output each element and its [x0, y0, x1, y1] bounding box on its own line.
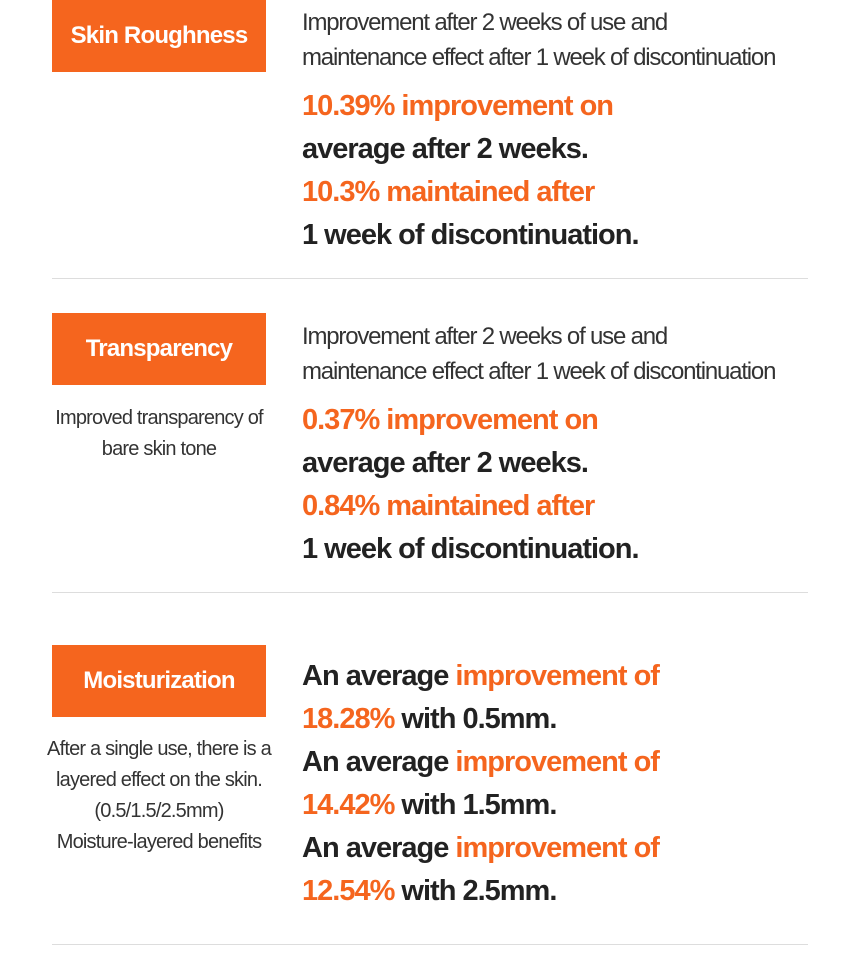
result-line — [302, 399, 842, 442]
result-highlight: 12.54% — [302, 875, 395, 907]
content-skin-roughness — [302, 5, 842, 257]
result-highlight: improvement of — [455, 832, 659, 864]
divider — [52, 278, 808, 279]
result-highlight: 18.28% — [302, 703, 395, 735]
content-transparency — [302, 319, 842, 571]
result-highlight: 0.37% improvement on — [302, 404, 598, 436]
side-note-line: bare skin tone — [101, 438, 217, 460]
side-note-line: (0.5/1.5/2.5mm) — [94, 800, 224, 822]
result-text: average after 2 weeks. — [302, 447, 588, 479]
result-line — [302, 85, 842, 128]
badge-moisturization: Moisturization — [52, 645, 266, 717]
result-highlight: 10.39% improvement on — [302, 90, 613, 122]
result-line — [302, 741, 842, 784]
result-text: with 2.5mm. — [394, 875, 557, 907]
result-prefix: An average — [302, 832, 456, 864]
result-line — [302, 485, 842, 528]
sub-line: maintenance effect after 1 week of discontinuation — [302, 358, 776, 385]
result-line — [302, 528, 842, 571]
side-note-line: layered effect on the skin. — [56, 769, 262, 791]
result-line — [302, 128, 842, 171]
sub-line: maintenance effect after 1 week of discontinuation — [302, 44, 776, 71]
badge-transparency: Transparency — [52, 313, 266, 385]
side-note-line: Improved transparency of — [55, 407, 263, 429]
result-line — [302, 655, 842, 698]
result-highlight: 14.42% — [302, 789, 395, 821]
result-text: with 0.5mm. — [394, 703, 557, 735]
result-line — [302, 870, 842, 913]
result-highlight: improvement of — [455, 660, 659, 692]
content-moisturization — [302, 655, 842, 913]
result-line — [302, 442, 842, 485]
result-text: with 1.5mm. — [394, 789, 557, 821]
result-line — [302, 698, 842, 741]
result-line — [302, 784, 842, 827]
sub-line: Improvement after 2 weeks of use and — [302, 323, 668, 350]
side-note-line: Moisture-layered benefits — [56, 831, 262, 853]
result-text: average after 2 weeks. — [302, 133, 588, 165]
side-note-transparency — [30, 403, 288, 465]
divider — [52, 592, 808, 593]
result-prefix: An average — [302, 660, 456, 692]
result-text: 1 week of discontinuation. — [302, 219, 639, 251]
result-highlight: 10.3% maintained after — [302, 176, 595, 208]
result-line — [302, 827, 842, 870]
side-note-line: After a single use, there is a — [47, 738, 271, 760]
result-text: 1 week of discontinuation. — [302, 533, 639, 565]
result-line — [302, 171, 842, 214]
result-line — [302, 214, 842, 257]
result-prefix: An average — [302, 746, 456, 778]
sub-line: Improvement after 2 weeks of use and — [302, 9, 668, 36]
divider — [52, 944, 808, 945]
result-highlight: improvement of — [455, 746, 659, 778]
side-note-moisturization — [30, 734, 288, 858]
badge-skin-roughness: Skin Roughness — [52, 0, 266, 72]
result-highlight: 0.84% maintained after — [302, 490, 595, 522]
